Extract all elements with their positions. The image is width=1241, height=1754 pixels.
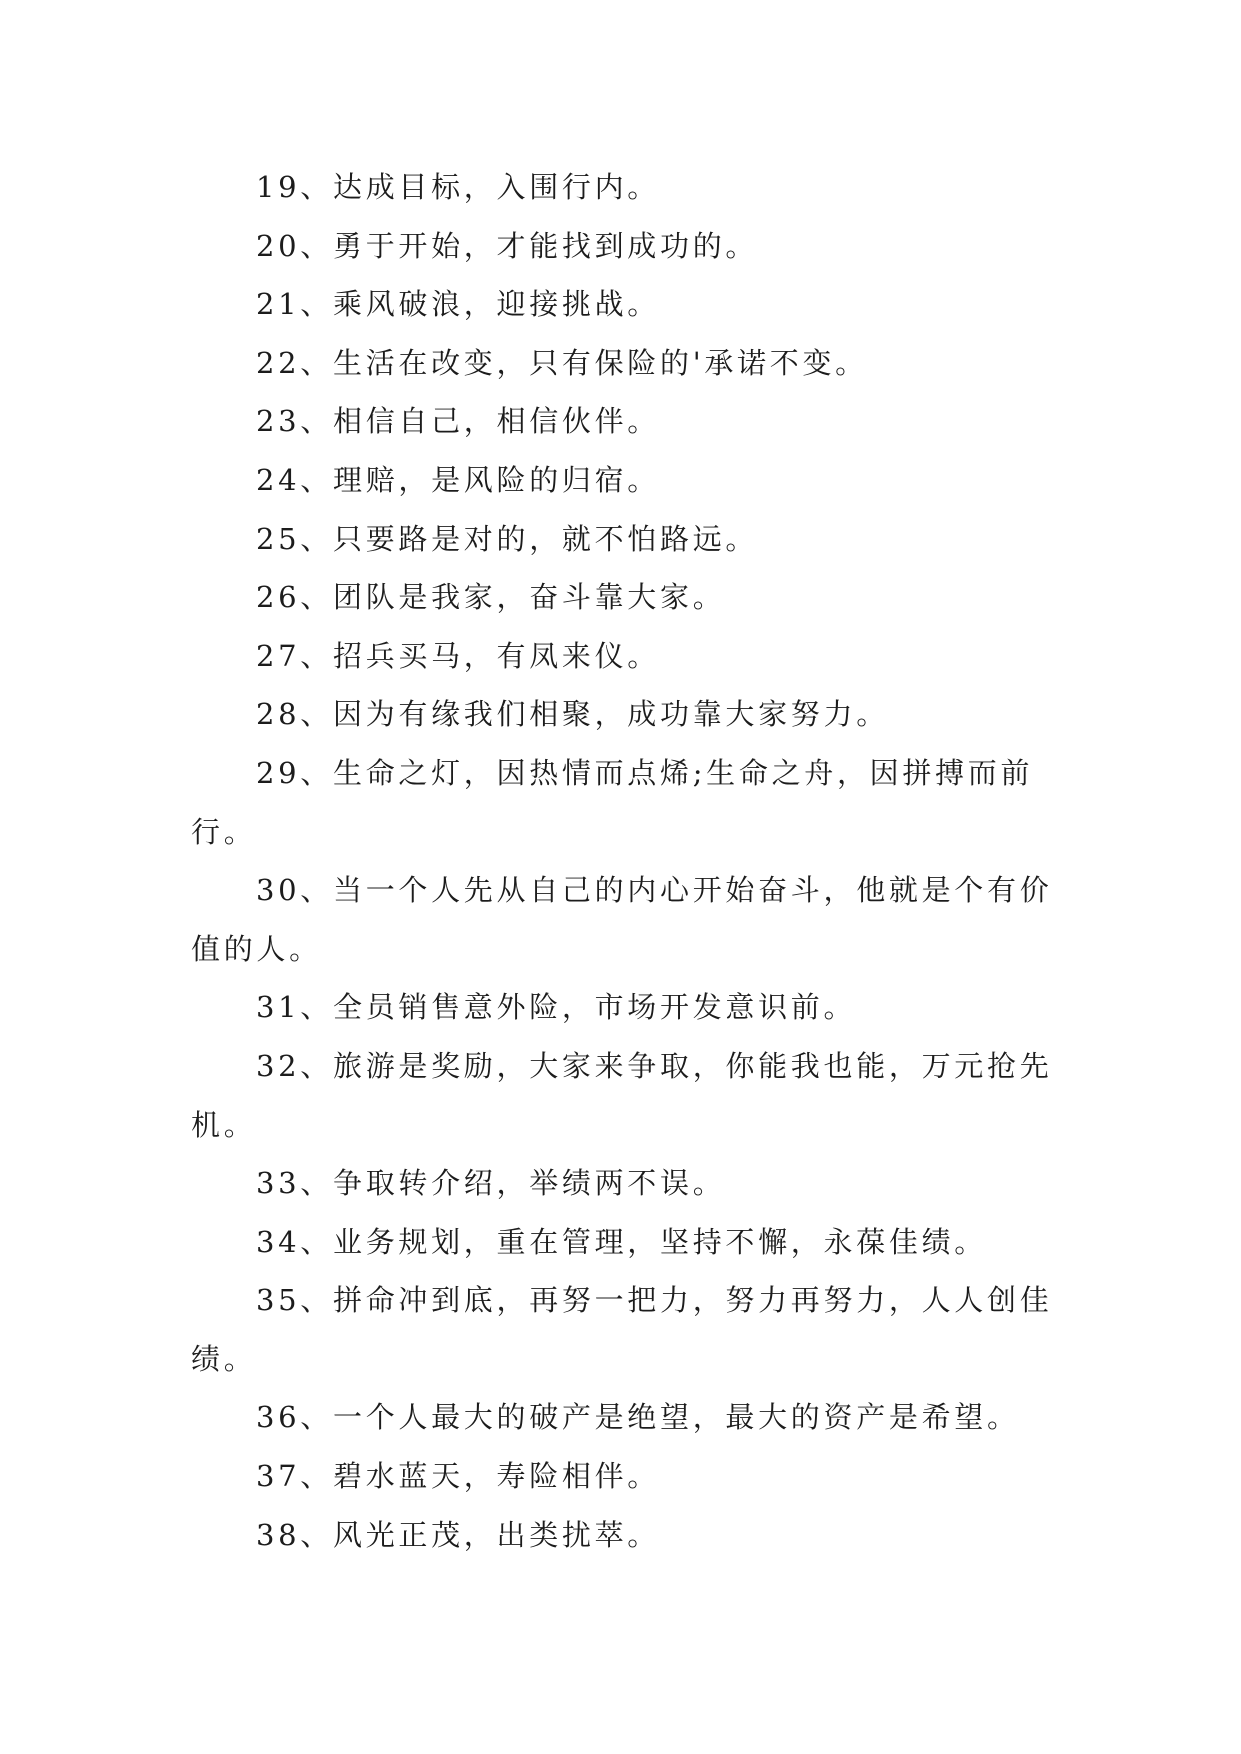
- list-item: [191, 1506, 1091, 1565]
- item-line: 19、达成目标，入围行内。: [256, 170, 661, 204]
- item-line: 36、一个人最大的破产是绝望，最大的资产是希望。: [256, 1400, 1020, 1435]
- list-item: [191, 158, 1091, 217]
- list-item: [191, 685, 1091, 744]
- list-item: [191, 334, 1091, 393]
- item-line: 37、碧水蓝天，寿险相伴。: [256, 1459, 661, 1494]
- item-line: 38、风光正茂，出类扰萃。: [256, 1517, 661, 1552]
- item-line: 24、理赔，是风险的归宿。: [256, 462, 661, 497]
- list-item: [191, 451, 1091, 510]
- list-item: [191, 1154, 1091, 1213]
- item-line: 25、只要路是对的，就不怕路远。: [256, 521, 759, 556]
- list-item: [191, 568, 1091, 627]
- item-line: 26、团队是我家，奋斗靠大家。: [256, 580, 726, 615]
- list-item: [191, 1447, 1091, 1506]
- item-line: 21、乘风破浪，迎接挑战。: [256, 287, 661, 322]
- list-item: [191, 744, 1091, 861]
- item-line: 35、拼命冲到底，再努一把力，努力再努力，人人创佳: [256, 1283, 1053, 1318]
- item-line: 29、生命之灯，因热情而点烯;生命之舟，因拼搏而前: [256, 755, 1034, 790]
- list-item: [191, 1388, 1091, 1447]
- list-item: [191, 861, 1091, 978]
- item-line: 27、招兵买马，有凤来仪。: [256, 638, 661, 673]
- item-line: 28、因为有缘我们相聚，成功靠大家努力。: [256, 697, 889, 732]
- item-line: 33、争取转介绍，举绩两不误。: [256, 1166, 726, 1201]
- list-item: [191, 1271, 1091, 1388]
- item-line-continued: 机。: [191, 1107, 257, 1142]
- list-item: [191, 978, 1091, 1037]
- item-line-continued: 行。: [191, 814, 257, 849]
- item-line: 34、业务规划，重在管理，坚持不懈，永葆佳绩。: [256, 1224, 988, 1259]
- item-line: 32、旅游是奖励，大家来争取，你能我也能，万元抢先: [256, 1048, 1053, 1083]
- item-line: 23、相信自己，相信伙伴。: [256, 404, 661, 439]
- list-item: [191, 510, 1091, 569]
- list-item: [191, 217, 1091, 276]
- list-item: [191, 627, 1091, 686]
- list-item: [191, 1037, 1091, 1154]
- item-line: 20、勇于开始，才能找到成功的。: [256, 228, 759, 263]
- item-line-continued: 值的人。: [191, 931, 322, 966]
- item-line-continued: 绩。: [191, 1341, 257, 1376]
- list-item: [191, 275, 1091, 334]
- list-item: [191, 1213, 1091, 1272]
- slogan-list: [191, 158, 1091, 1564]
- item-line: 31、全员销售意外险，市场开发意识前。: [256, 990, 857, 1025]
- list-item: [191, 392, 1091, 451]
- item-line: 22、生活在改变，只有保险的'承诺不变。: [256, 345, 868, 380]
- item-line: 30、当一个人先从自己的内心开始奋斗，他就是个有价: [256, 873, 1053, 908]
